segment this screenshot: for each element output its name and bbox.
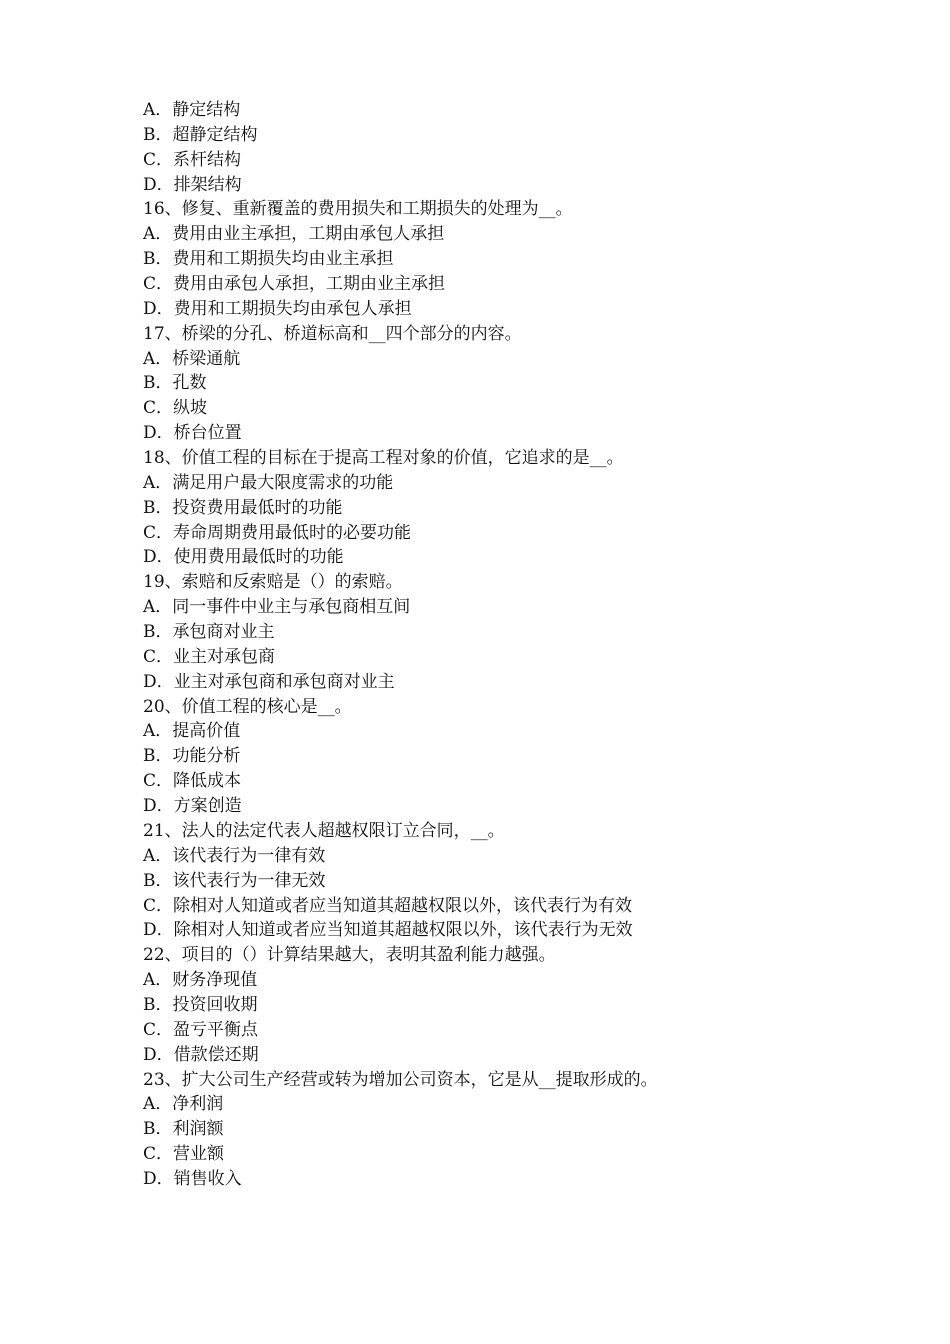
answer-option: C．除相对人知道或者应当知道其超越权限以外，该代表行为有效 [143, 895, 633, 916]
answer-option: C．寿命周期费用最低时的必要功能 [143, 522, 412, 543]
answer-option: C．营业额 [143, 1144, 225, 1165]
answer-option: A．满足用户最大限度需求的功能 [143, 472, 394, 493]
question-text: 23、扩大公司生产经营或转为增加公司资本，它是从__提取形成的。 [143, 1069, 658, 1090]
answer-option: A．静定结构 [143, 100, 241, 120]
document-page [143, 98, 843, 1192]
question-text: 18、价值工程的目标在于提高工程对象的价值，它追求的是__。 [143, 448, 624, 469]
question-text: 19、索赔和反索赔是（）的索赔。 [143, 572, 403, 593]
answer-option: D．排架结构 [143, 174, 242, 195]
answer-option: D．使用费用最低时的功能 [143, 547, 344, 568]
answer-option: B．投资费用最低时的功能 [143, 497, 343, 518]
answer-option: A．桥梁通航 [143, 348, 241, 369]
answer-option: A．财务净现值 [143, 970, 258, 991]
answer-option: D．借款偿还期 [143, 1044, 259, 1065]
answer-option: B．投资回收期 [143, 994, 258, 1015]
answer-option: A．费用由业主承担，工期由承包人承担 [143, 224, 445, 245]
answer-option: C．业主对承包商 [143, 646, 276, 667]
answer-option: D．除相对人知道或者应当知道其超越权限以外，该代表行为无效 [143, 920, 633, 941]
answer-option: A．净利润 [143, 1094, 224, 1115]
answer-option: B．超静定结构 [143, 124, 258, 145]
answer-option: C．盈亏平衡点 [143, 1019, 259, 1040]
answer-option: B．该代表行为一律无效 [143, 870, 326, 891]
answer-option: D．销售收入 [143, 1168, 242, 1189]
question-text: 21、法人的法定代表人超越权限订立合同，__。 [143, 820, 505, 841]
answer-option: B．利润额 [143, 1119, 224, 1140]
answer-option: C．系杆结构 [143, 149, 242, 170]
question-text: 17、桥梁的分孔、桥道标高和__四个部分的内容。 [143, 323, 522, 344]
answer-option: B．孔数 [143, 373, 207, 394]
question-text: 16、修复、重新覆盖的费用损失和工期损失的处理为__。 [143, 199, 573, 220]
answer-option: B．承包商对业主 [143, 622, 275, 643]
question-text: 22、项目的（）计算结果越大，表明其盈利能力越强。 [143, 945, 556, 966]
answer-option: D．桥台位置 [143, 423, 242, 444]
answer-option: C．降低成本 [143, 771, 242, 792]
answer-option: B．费用和工期损失均由业主承担 [143, 249, 394, 270]
answer-option: D．方案创造 [143, 796, 242, 817]
answer-option: A．该代表行为一律有效 [143, 845, 326, 866]
answer-option: B．功能分析 [143, 746, 241, 767]
answer-option: C．费用由承包人承担，工期由业主承担 [143, 274, 446, 295]
answer-option: D．业主对承包商和承包商对业主 [143, 671, 395, 692]
answer-option: D．费用和工期损失均由承包人承担 [143, 298, 412, 319]
question-text: 20、价值工程的核心是__。 [143, 696, 352, 717]
answer-option: A．同一事件中业主与承包商相互间 [143, 597, 411, 618]
answer-option: C．纵坡 [143, 398, 208, 419]
answer-option: A．提高价值 [143, 721, 241, 742]
